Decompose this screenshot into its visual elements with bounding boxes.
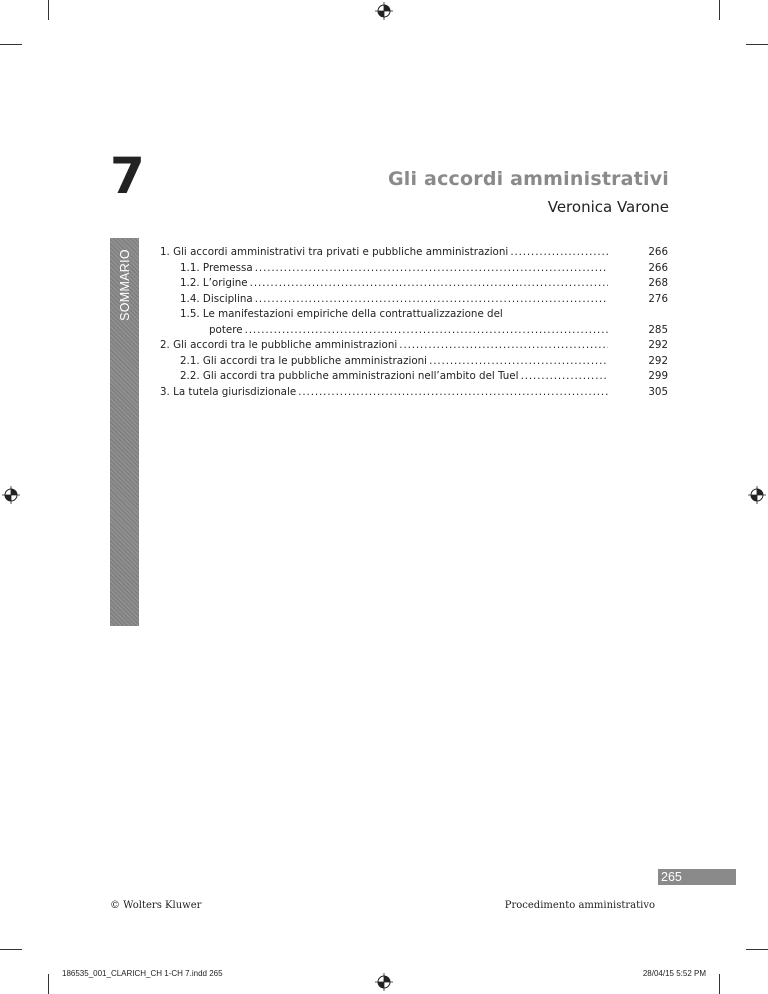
toc-entry[interactable]: [160, 369, 668, 385]
toc-entry-page: 305: [648, 385, 668, 398]
toc-entry[interactable]: [160, 276, 668, 292]
toc-entry-text: 1. Gli accordi amministrativi tra privati e pubbliche amministrazioni . . .: [160, 245, 608, 261]
crop-mark: [746, 44, 768, 45]
sommario-label: [110, 238, 139, 332]
chapter-number: 7: [110, 147, 145, 205]
table-of-contents: [160, 245, 668, 400]
slug-datetime: 28/04/15 5:52 PM: [642, 969, 706, 978]
toc-entry-page: 292: [648, 354, 668, 367]
crop-mark: [48, 974, 49, 994]
crop-mark: [0, 949, 22, 950]
crop-mark: [48, 0, 49, 20]
toc-entry-text: 2. Gli accordi tra le pubbliche amministrazioni . . .: [160, 338, 608, 354]
registration-mark-icon: [748, 486, 766, 504]
crop-mark: [746, 949, 768, 950]
registration-mark-icon: [375, 973, 393, 991]
toc-entry-page: 285: [648, 323, 668, 336]
toc-entry-page: 276: [648, 292, 668, 305]
toc-entry[interactable]: [160, 385, 668, 401]
toc-entry-text: 1.4. Disciplina . . .: [180, 292, 608, 308]
toc-entry[interactable]: [160, 307, 668, 323]
sommario-label-text: SOMMARIO: [117, 249, 132, 321]
toc-entry-page: 266: [648, 261, 668, 274]
toc-entry-page: 268: [648, 277, 668, 289]
toc-entry[interactable]: [160, 354, 668, 370]
toc-entry-page: 266: [648, 246, 668, 258]
toc-entry-text: 3. La tutela giurisdizionale . . .: [160, 385, 608, 401]
footer-publisher: © Wolters Kluwer: [110, 900, 202, 911]
page-number: 265: [661, 870, 682, 884]
registration-mark-icon: [2, 486, 20, 504]
toc-entry-text: 1.2. L’origine . . .: [180, 276, 608, 292]
chapter-author: Veronica Varone: [547, 198, 669, 216]
crop-mark: [719, 0, 720, 20]
toc-entry-text: 1.1. Premessa . . .: [180, 261, 608, 277]
toc-entry[interactable]: [160, 245, 668, 261]
footer-book-title: Procedimento amministrativo: [504, 900, 655, 911]
chapter-title: Gli accordi amministrativi: [388, 168, 669, 190]
registration-mark-icon: [375, 2, 393, 20]
toc-entry-text: 1.5. Le manifestazioni empiriche della contrattualizzazione del: [180, 308, 503, 320]
toc-entry[interactable]: [160, 338, 668, 354]
toc-entry-page: 299: [648, 370, 668, 382]
toc-entry[interactable]: [160, 292, 668, 308]
toc-entry-text: 2.1. Gli accordi tra le pubbliche amministrazioni . . .: [180, 354, 608, 370]
toc-entry-text: 2.2. Gli accordi tra pubbliche amministrazioni nell’ambito del Tuel . . .: [180, 369, 608, 385]
crop-mark: [0, 44, 22, 45]
toc-entry-text: potere . . .: [209, 323, 608, 339]
toc-entry[interactable]: [160, 323, 668, 339]
slug-file-name: 186535_001_CLARICH_CH 1-CH 7.indd 265: [62, 969, 223, 978]
toc-entry[interactable]: [160, 261, 668, 277]
crop-mark: [719, 974, 720, 994]
toc-entry-page: 292: [648, 339, 668, 351]
